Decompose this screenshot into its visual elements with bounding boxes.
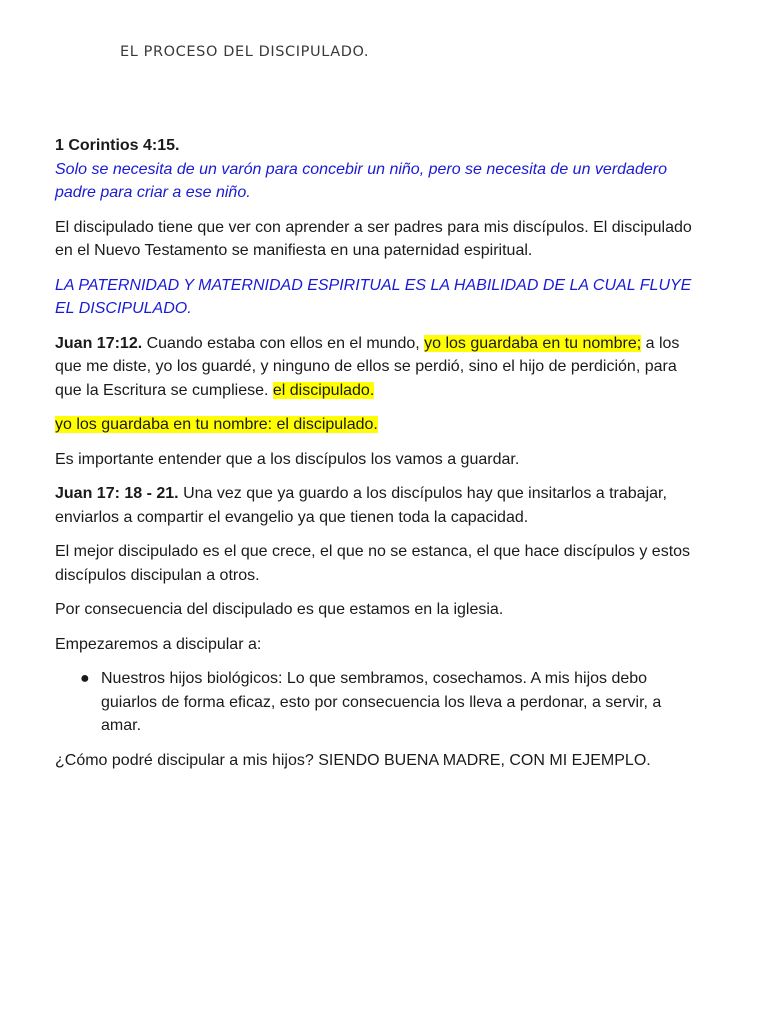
verse-reference: 1 Corintios 4:15. xyxy=(55,137,180,154)
verse-text: a los que me diste, yo los guardé, y ninguno de ellos se perdió, sino el hijo de perdición, para que la Escritura se cumpliese. xyxy=(55,334,680,399)
document-body xyxy=(55,134,705,783)
verse-text: Cuando estaba con ellos en el mundo, xyxy=(142,334,425,352)
bullet-icon: ● xyxy=(80,670,90,687)
paragraph: ¿Cómo podré discipular a mis hijos? SIENDO BUENA MADRE, CON MI EJEMPLO. xyxy=(55,751,651,769)
verse-block-2 xyxy=(55,332,705,403)
verse-reference: Juan 17:12. xyxy=(55,334,143,352)
list-item xyxy=(80,667,705,738)
verse-block-3 xyxy=(55,482,705,529)
paragraph: Es importante entender que a los discípulos los vamos a guardar. xyxy=(55,450,520,468)
paragraph: Empezaremos a discipular a: xyxy=(55,635,262,653)
verse-text: Una vez que ya guardo a los discípulos hay que insitarlos a trabajar, enviarlos a compartir el evangelio ya que tienen toda la capacidad. xyxy=(55,485,667,526)
document-title: EL PROCESO DEL DISCIPULADO. xyxy=(120,44,370,60)
emphasis-statement: LA PATERNIDAD Y MATERNIDAD ESPIRITUAL ES LA HABILIDAD DE LA CUAL FLUYE EL DISCIPULADO. xyxy=(55,276,692,317)
highlighted-text: el discipulado. xyxy=(272,381,375,399)
paragraph: Por consecuencia del discipulado es que estamos en la iglesia. xyxy=(55,601,504,618)
verse-reference: Juan 17: 18 - 21. xyxy=(55,485,179,502)
highlighted-text: yo los guardaba en tu nombre: el discipulado. xyxy=(55,416,378,433)
list-item-text: Nuestros hijos biológicos: Lo que sembramos, cosechamos. A mis hijos debo guiarlos de forma eficaz, esto por consecuencia los lleva a perdonar, a servir, a amar. xyxy=(101,670,662,734)
bullet-list xyxy=(55,667,705,738)
verse-quote: Solo se necesita de un varón para concebir un niño, pero se necesita de un verdadero padre para criar a ese niño. xyxy=(55,160,667,201)
paragraph: El discipulado tiene que ver con aprender a ser padres para mis discípulos. El discipulado en el Nuevo Testamento se manifiesta en una paternidad espiritual. xyxy=(55,218,692,259)
verse-block-1 xyxy=(55,134,705,205)
paragraph: El mejor discipulado es el que crece, el que no se estanca, el que hace discípulos y estos discípulos discipulan a otros. xyxy=(55,543,691,584)
highlighted-text: yo los guardaba en tu nombre; xyxy=(424,334,642,352)
highlight-line xyxy=(55,413,705,437)
